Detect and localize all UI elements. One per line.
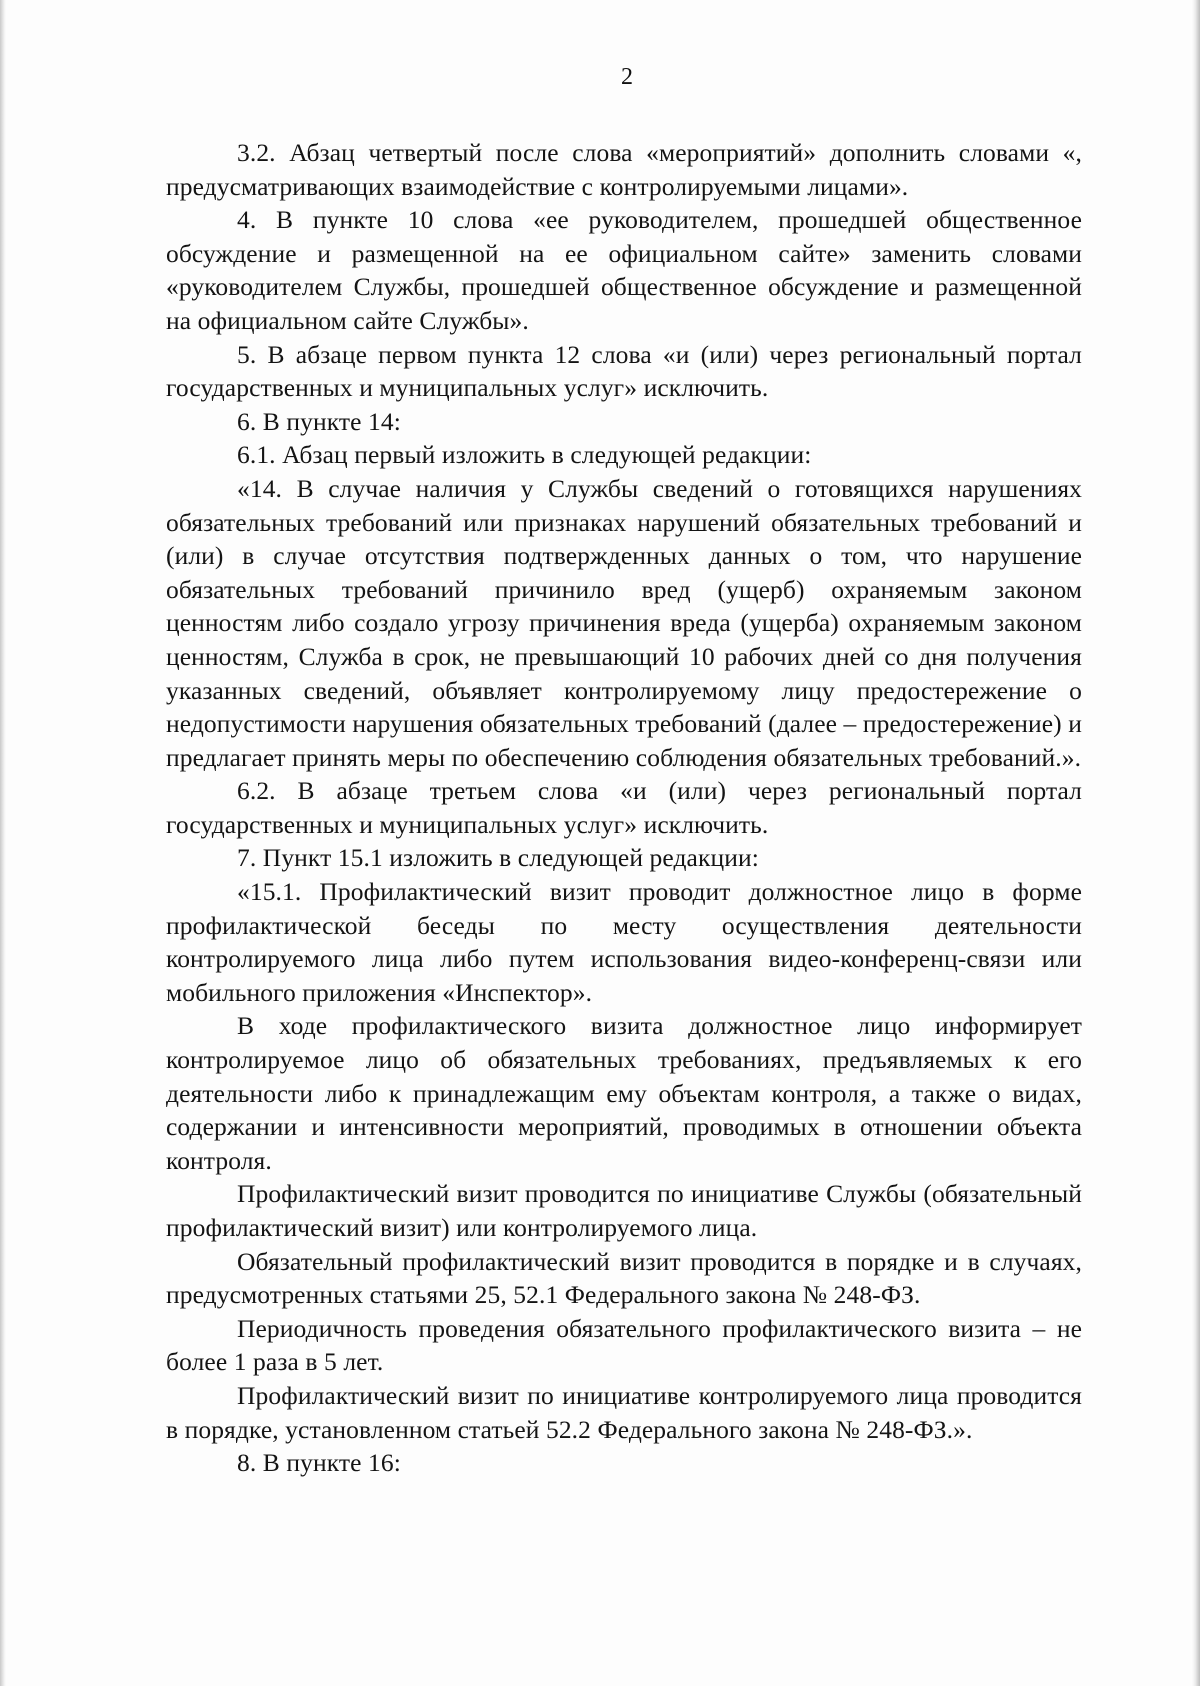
paragraph: Профилактический визит по инициативе контролируемого лица проводится в порядке, установленном статьей 52.2 Федерального закона № 248-ФЗ.». <box>166 1380 1082 1444</box>
page-number: 2 <box>621 64 633 90</box>
paragraph: 7. Пункт 15.1 изложить в следующей редакции: <box>237 843 759 873</box>
paragraph: 8. В пункте 16: <box>237 1448 401 1478</box>
paragraph: Профилактический визит проводится по инициативе Службы (обязательный профилактический визит) или контролируемого лица. <box>166 1179 1082 1242</box>
paragraph: 3.2. Абзац четвертый после слова «мероприятий» дополнить словами «, предусматривающих взаимодействие с контролируемыми лицами». <box>166 138 1082 201</box>
paragraph: 6. В пункте 14: <box>237 406 401 436</box>
scan-edge-left <box>0 0 6 1686</box>
paragraph: 4. В пункте 10 слова «ее руководителем, прошедшей общественное обсуждение и размещенной на ее официальном сайте» заменить словами «руководителем Службы, прошедшей общественное обсуждение и размещенной на официальном сайте Службы». <box>166 205 1082 335</box>
scan-edge-right <box>1192 0 1200 1686</box>
paragraph: Периодичность проведения обязательного профилактического визита – не более 1 раза в 5 лет. <box>166 1313 1082 1377</box>
paragraph: Обязательный профилактический визит проводится в порядке и в случаях, предусмотренных статьями 25, 52.1 Федерального закона № 248-ФЗ. <box>166 1246 1082 1310</box>
paragraph: «14. В случае наличия у Службы сведений о готовящихся нарушениях обязательных требований или признаках нарушений обязательных требований и (или) в случае отсутствия подтвержденных данных о том, что нарушение обязательных требований причинило вред (ущерб) охраняемым законом ценностям либо создало угрозу причинения вреда (ущерба) охраняемым законом ценностям, Служба в срок, не превышающий 10 рабочих дней со дня получения указанных сведений, объявляет контролируемому лицу предостережение о недопустимости нарушения обязательных требований (далее – предостережение) и предлагает принять меры по обеспечению соблюдения обязательных требований.». <box>166 473 1082 772</box>
paragraph: 6.2. В абзаце третьем слова «и (или) через региональный портал государственных и муниципальных услуг» исключить. <box>166 776 1082 839</box>
paragraph: 5. В абзаце первом пункта 12 слова «и (или) через региональный портал государственных и муниципальных услуг» исключить. <box>166 339 1082 403</box>
paragraph: «15.1. Профилактический визит проводит должностное лицо в форме профилактической беседы по месту осуществления деятельности контролируемого лица либо путем использования видео-конференц-связи или мобильного приложения «Инспектор». <box>166 877 1082 1007</box>
paragraph: В ходе профилактического визита должностное лицо информирует контролируемое лицо об обязательных требованиях, предъявляемых к его деятельности либо к принадлежащим ему объектам контроля, а также о видах, содержании и интенсивности мероприятий, проводимых в отношении объекта контроля. <box>166 1011 1082 1175</box>
document-body <box>166 136 1082 1480</box>
paragraph: 6.1. Абзац первый изложить в следующей редакции: <box>237 440 812 470</box>
